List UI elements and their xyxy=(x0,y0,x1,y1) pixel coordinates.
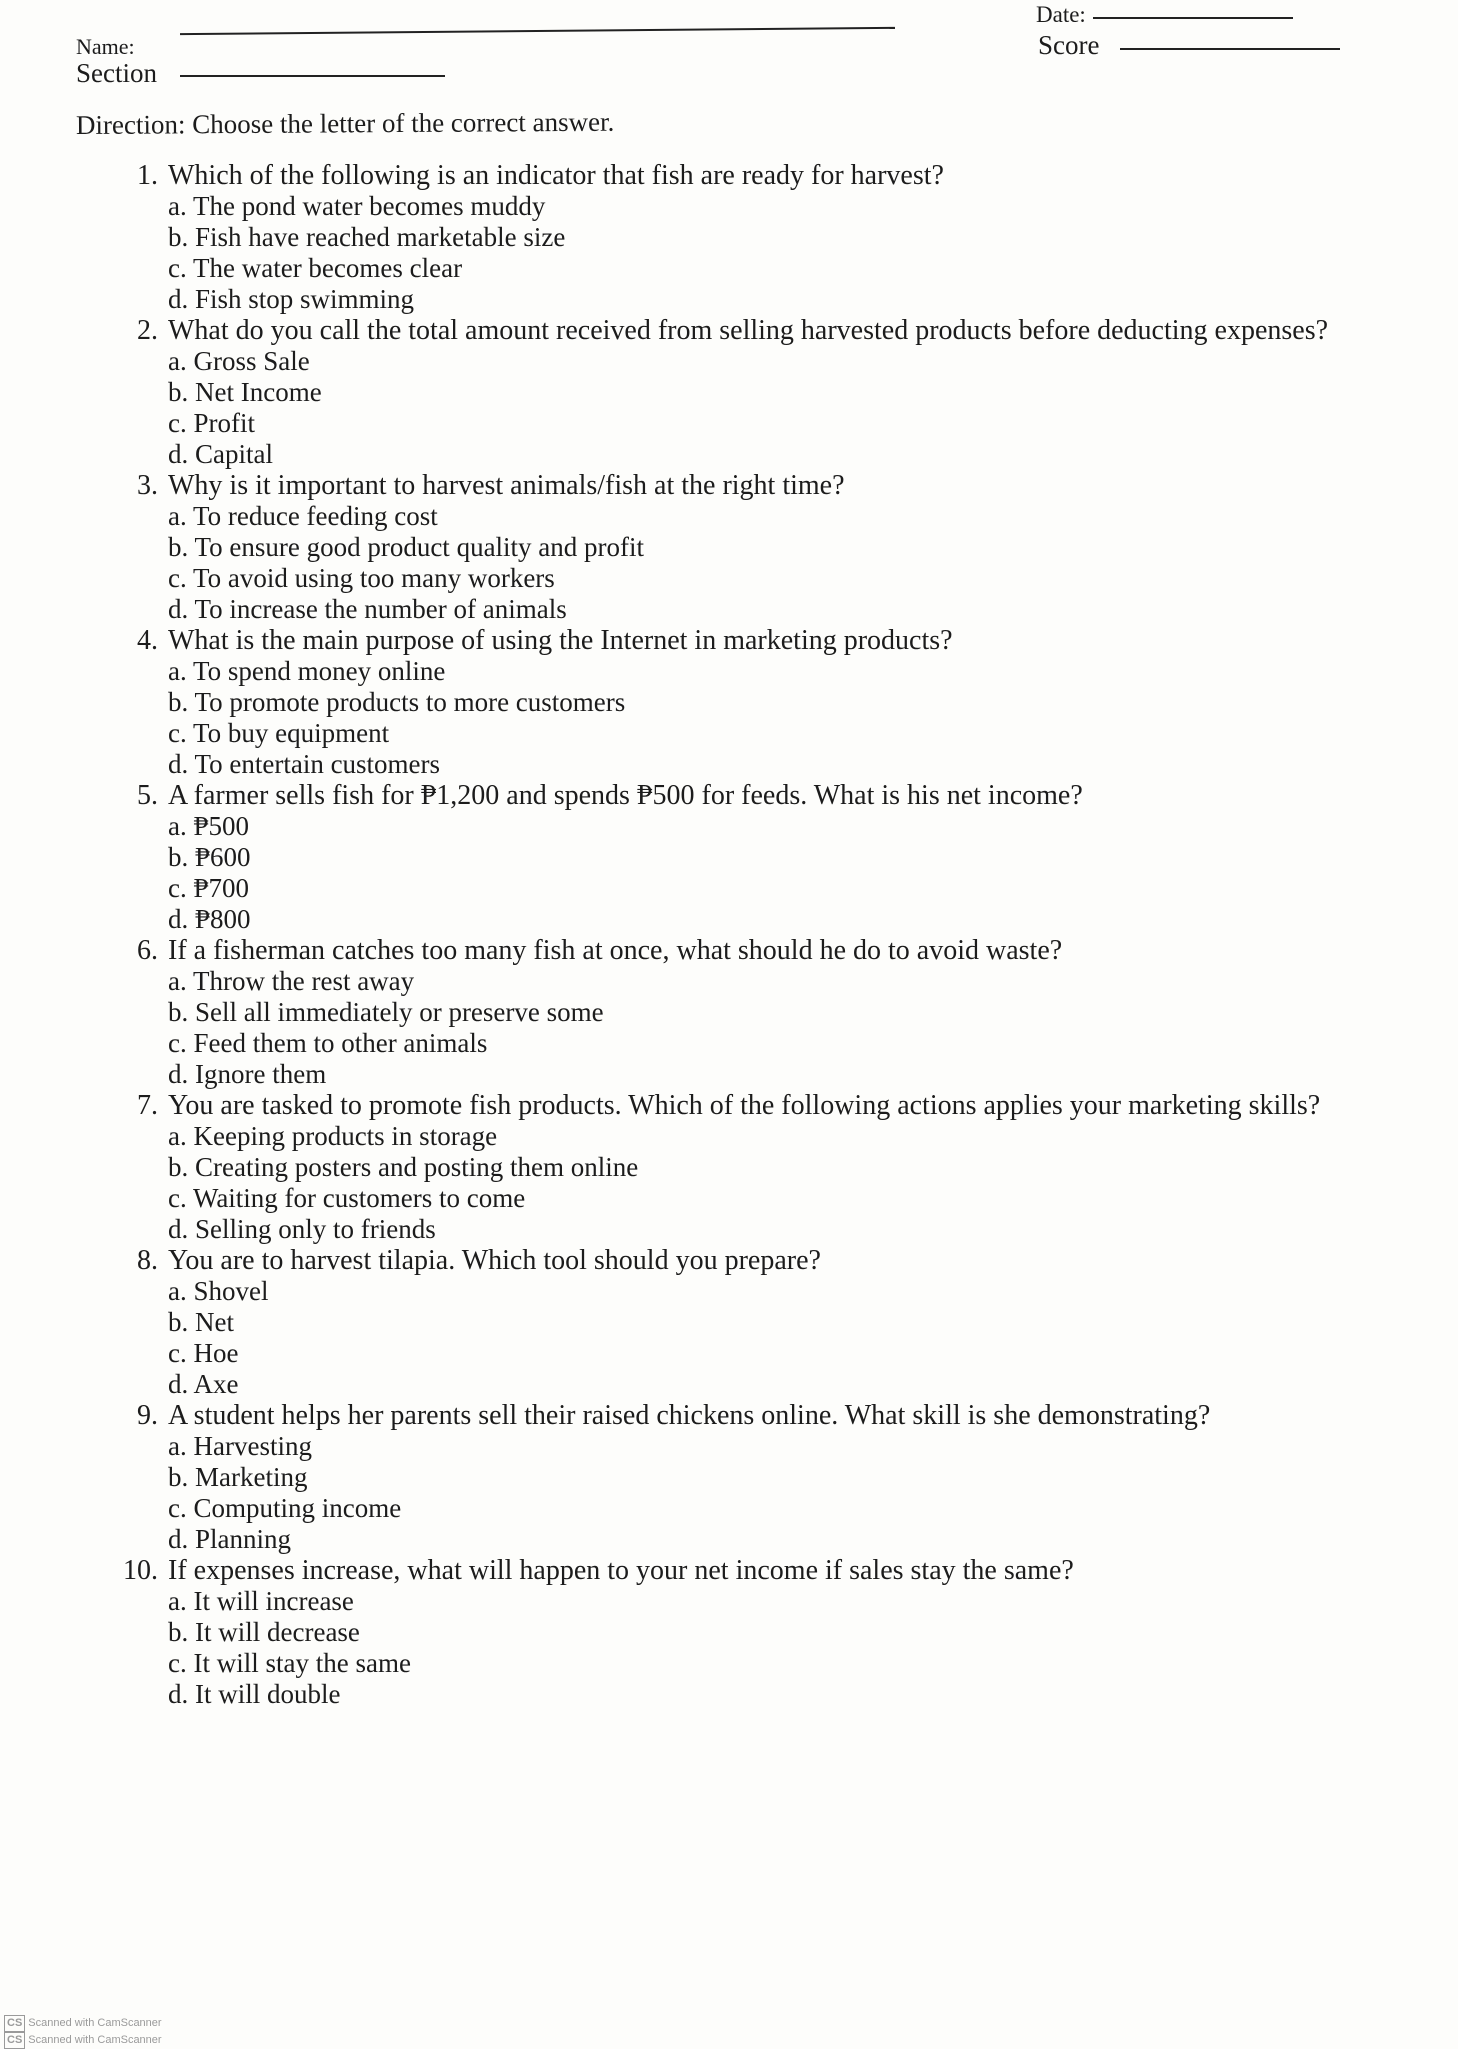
choice-b: b. It will decrease xyxy=(168,1617,360,1647)
question-number: 2. xyxy=(137,315,158,346)
name-blank-line xyxy=(180,27,895,35)
choice-d: d. To increase the number of animals xyxy=(168,594,567,624)
question-text: You are to harvest tilapia. Which tool should you prepare? xyxy=(168,1245,821,1276)
section-label: Section xyxy=(76,58,157,88)
question-number: 5. xyxy=(137,780,158,811)
choice-a: a. It will increase xyxy=(168,1586,354,1616)
choice-c: c. Feed them to other animals xyxy=(168,1028,488,1058)
watermark-line-2: Scanned with CamScanner xyxy=(28,2034,162,2046)
choice-d: d. It will double xyxy=(168,1679,341,1709)
camscanner-logo-icon: CS xyxy=(4,2015,25,2032)
choice-b: b. Creating posters and posting them online xyxy=(168,1152,639,1182)
choice-a: a. Gross Sale xyxy=(168,346,310,376)
choice-c: c. To buy equipment xyxy=(168,718,390,748)
question-number: 1. xyxy=(137,160,158,191)
choice-d: d. Axe xyxy=(168,1369,239,1399)
question-text: Which of the following is an indicator that fish are ready for harvest? xyxy=(168,160,944,191)
choice-d: d. ₱800 xyxy=(168,904,251,934)
choice-a: a. Throw the rest away xyxy=(168,966,415,996)
question-item xyxy=(112,625,1372,780)
choice-a: a. Shovel xyxy=(168,1276,269,1306)
score-label: Score xyxy=(1038,30,1100,60)
date-blank-line xyxy=(1093,17,1293,19)
question-text: What do you call the total amount received from selling harvested products before deducting expenses? xyxy=(168,315,1329,346)
choice-b: b. To ensure good product quality and profit xyxy=(168,532,645,562)
question-item xyxy=(112,1555,1372,1710)
choice-c: c. It will stay the same xyxy=(168,1648,411,1678)
choice-c: c. Waiting for customers to come xyxy=(168,1183,526,1213)
question-text: You are tasked to promote fish products. Which of the following actions applies your marketing skills? xyxy=(168,1090,1321,1121)
choice-a: a. ₱500 xyxy=(168,811,249,841)
question-number: 6. xyxy=(137,935,158,966)
question-text: If expenses increase, what will happen to your net income if sales stay the same? xyxy=(168,1555,1074,1586)
choice-c: c. Hoe xyxy=(168,1338,239,1368)
question-text: What is the main purpose of using the Internet in marketing products? xyxy=(168,625,953,656)
section-blank-line xyxy=(180,75,445,77)
question-number: 4. xyxy=(137,625,158,656)
question-list xyxy=(112,160,1372,1710)
question-item xyxy=(112,1245,1372,1400)
choice-b: b. ₱600 xyxy=(168,842,251,872)
score-blank-line xyxy=(1120,48,1340,50)
question-item xyxy=(112,780,1372,935)
question-number: 10. xyxy=(123,1555,158,1586)
choice-a: a. To spend money online xyxy=(168,656,446,686)
choice-b: b. Sell all immediately or preserve some xyxy=(168,997,604,1027)
question-item xyxy=(112,1400,1372,1555)
choice-c: c. To avoid using too many workers xyxy=(168,563,555,593)
question-text: A student helps her parents sell their raised chickens online. What skill is she demonstrating? xyxy=(168,1400,1211,1431)
question-number: 7. xyxy=(137,1090,158,1121)
choice-a: a. Keeping products in storage xyxy=(168,1121,498,1151)
choice-b: b. Marketing xyxy=(168,1462,308,1492)
choice-b: b. Fish have reached marketable size xyxy=(168,222,566,252)
question-text: A farmer sells fish for ₱1,200 and spends ₱500 for feeds. What is his net income? xyxy=(168,780,1083,811)
question-text: Why is it important to harvest animals/fish at the right time? xyxy=(168,470,845,501)
camscanner-watermark xyxy=(4,2015,162,2049)
choice-d: d. Ignore them xyxy=(168,1059,327,1089)
choice-d: d. Planning xyxy=(168,1524,292,1554)
choice-d: d. To entertain customers xyxy=(168,749,441,779)
question-item xyxy=(112,315,1372,470)
question-item xyxy=(112,1090,1372,1245)
question-number: 3. xyxy=(137,470,158,501)
choice-c: c. The water becomes clear xyxy=(168,253,463,283)
choice-c: c. Computing income xyxy=(168,1493,402,1523)
watermark-line-1: Scanned with CamScanner xyxy=(28,2017,162,2029)
choice-a: a. To reduce feeding cost xyxy=(168,501,438,531)
choice-b: b. Net Income xyxy=(168,377,322,407)
choice-c: c. Profit xyxy=(168,408,255,438)
question-item xyxy=(112,935,1372,1090)
choice-a: a. The pond water becomes muddy xyxy=(168,191,546,221)
question-number: 9. xyxy=(137,1400,158,1431)
question-item xyxy=(112,470,1372,625)
direction-text: Direction: Choose the letter of the correct answer. xyxy=(75,106,615,140)
choice-d: d. Capital xyxy=(168,439,273,469)
question-item xyxy=(112,160,1372,315)
choice-a: a. Harvesting xyxy=(168,1431,312,1461)
name-label: Name: xyxy=(76,34,135,59)
camscanner-logo-icon: CS xyxy=(4,2032,25,2049)
choice-c: c. ₱700 xyxy=(168,873,249,903)
question-text: If a fisherman catches too many fish at once, what should he do to avoid waste? xyxy=(168,935,1063,966)
choice-d: d. Fish stop swimming xyxy=(168,284,415,314)
choice-b: b. To promote products to more customers xyxy=(168,687,626,717)
question-number: 8. xyxy=(137,1245,158,1276)
date-label: Date: xyxy=(1036,2,1086,27)
choice-b: b. Net xyxy=(168,1307,234,1337)
choice-d: d. Selling only to friends xyxy=(168,1214,436,1244)
